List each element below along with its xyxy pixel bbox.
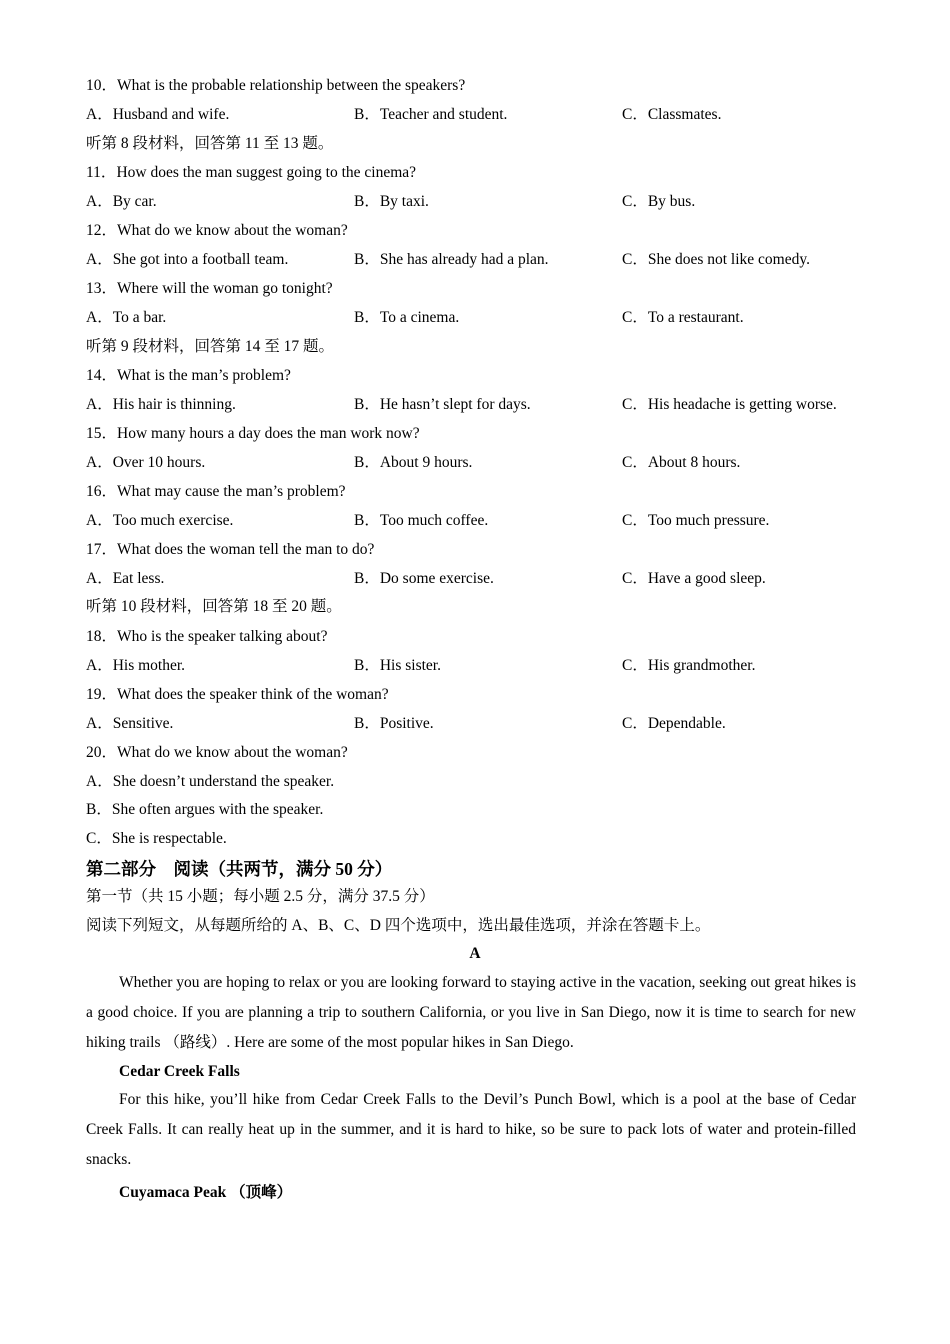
question-20: 20．What do we know about the woman?: [86, 744, 348, 761]
options-19: [86, 714, 886, 734]
option-c: C．His headache is getting worse.: [622, 396, 837, 413]
option-b: B．To a cinema.: [354, 309, 460, 326]
option-b: B．His sister.: [354, 657, 441, 674]
option-c: C．Have a good sleep.: [622, 570, 766, 587]
passage-letter: A: [469, 945, 481, 962]
option-b: B．She often argues with the speaker.: [86, 801, 324, 818]
option-c: C．She is respectable.: [86, 830, 227, 847]
option-c: C．Classmates.: [622, 106, 722, 123]
question-10: 10．What is the probable relationship between the speakers?: [86, 77, 466, 94]
option-b: B．Do some exercise.: [354, 570, 494, 587]
section-9-instruction: 听第 9 段材料，回答第 14 至 17 题。: [86, 338, 335, 355]
option-a: A．Over 10 hours.: [86, 454, 206, 471]
question-15: 15．How many hours a day does the man work now?: [86, 425, 420, 442]
option-c: C．Too much pressure.: [622, 512, 770, 529]
question-13: 13．Where will the woman go tonight?: [86, 280, 333, 297]
option-c: C．She does not like comedy.: [622, 251, 810, 268]
option-b: B．About 9 hours.: [354, 454, 473, 471]
option-b: B．She has already had a plan.: [354, 251, 549, 268]
options-14: [86, 395, 886, 415]
option-a: A．To a bar.: [86, 309, 167, 326]
options-16: [86, 511, 886, 531]
question-18: 18．Who is the speaker talking about?: [86, 628, 328, 645]
options-15: [86, 453, 886, 473]
option-b: B．Too much coffee.: [354, 512, 489, 529]
heading-cedar-creek-falls: Cedar Creek Falls: [119, 1063, 240, 1080]
question-14: 14．What is the man’s problem?: [86, 367, 291, 384]
option-c: C．By bus.: [622, 193, 696, 210]
option-a: A．His mother.: [86, 657, 186, 674]
option-a: A．His hair is thinning.: [86, 396, 236, 413]
question-17: 17．What does the woman tell the man to do?: [86, 541, 375, 558]
option-c: C．His grandmother.: [622, 657, 756, 674]
part-2-title: 第二部分 阅读（共两节，满分 50 分）: [86, 859, 393, 879]
options-17: [86, 569, 886, 589]
question-19: 19．What does the speaker think of the woman?: [86, 686, 389, 703]
option-b: B．He hasn’t slept for days.: [354, 396, 531, 413]
heading-cuyamaca-peak: Cuyamaca Peak （顶峰）: [119, 1184, 293, 1201]
options-11: [86, 192, 886, 212]
section-10-instruction: 听第 10 段材料，回答第 18 至 20 题。: [86, 598, 342, 615]
part-2-directions: 阅读下列短文，从每题所给的 A、B、C、D 四个选项中，选出最佳选项，并涂在答题卡上。: [86, 917, 711, 934]
question-12: 12．What do we know about the woman?: [86, 222, 348, 239]
options-18: [86, 656, 886, 676]
part-2-subtitle: 第一节（共 15 小题；每小题 2.5 分，满分 37.5 分）: [86, 888, 435, 905]
option-a: A．She got into a football team.: [86, 251, 289, 268]
option-a: A．By car.: [86, 193, 157, 210]
option-b: B．By taxi.: [354, 193, 429, 210]
option-a: A．She doesn’t understand the speaker.: [86, 773, 335, 790]
option-b: B．Positive.: [354, 715, 434, 732]
passage-intro: Whether you are hoping to relax or you are looking forward to staying active in the vacation, seeking out great hikes is a good choice. If you are planning a trip to southern California, or you live in San Diego, now it is time to search for new hiking trails （路线）. Here are some of the most popular hikes in San Diego.: [86, 974, 856, 1051]
option-a: A．Sensitive.: [86, 715, 174, 732]
question-16: 16．What may cause the man’s problem?: [86, 483, 346, 500]
options-12: [86, 250, 886, 270]
option-a: A．Husband and wife.: [86, 106, 230, 123]
option-a: A．Too much exercise.: [86, 512, 234, 529]
options-10: [86, 105, 886, 125]
option-c: C．Dependable.: [622, 715, 726, 732]
section-8-instruction: 听第 8 段材料，回答第 11 至 13 题。: [86, 135, 334, 152]
option-c: C．To a restaurant.: [622, 309, 744, 326]
passage-para-1: For this hike, you’ll hike from Cedar Creek Falls to the Devil’s Punch Bowl, which is a pool at the base of Cedar Creek Falls. It can really heat up in the summer, and it is hard to hike, so be sure to pack lots of water and protein-filled snacks.: [86, 1091, 856, 1168]
options-13: [86, 308, 886, 328]
option-a: A．Eat less.: [86, 570, 165, 587]
question-11: 11．How does the man suggest going to the cinema?: [86, 164, 417, 181]
option-c: C．About 8 hours.: [622, 454, 741, 471]
option-b: B．Teacher and student.: [354, 106, 508, 123]
